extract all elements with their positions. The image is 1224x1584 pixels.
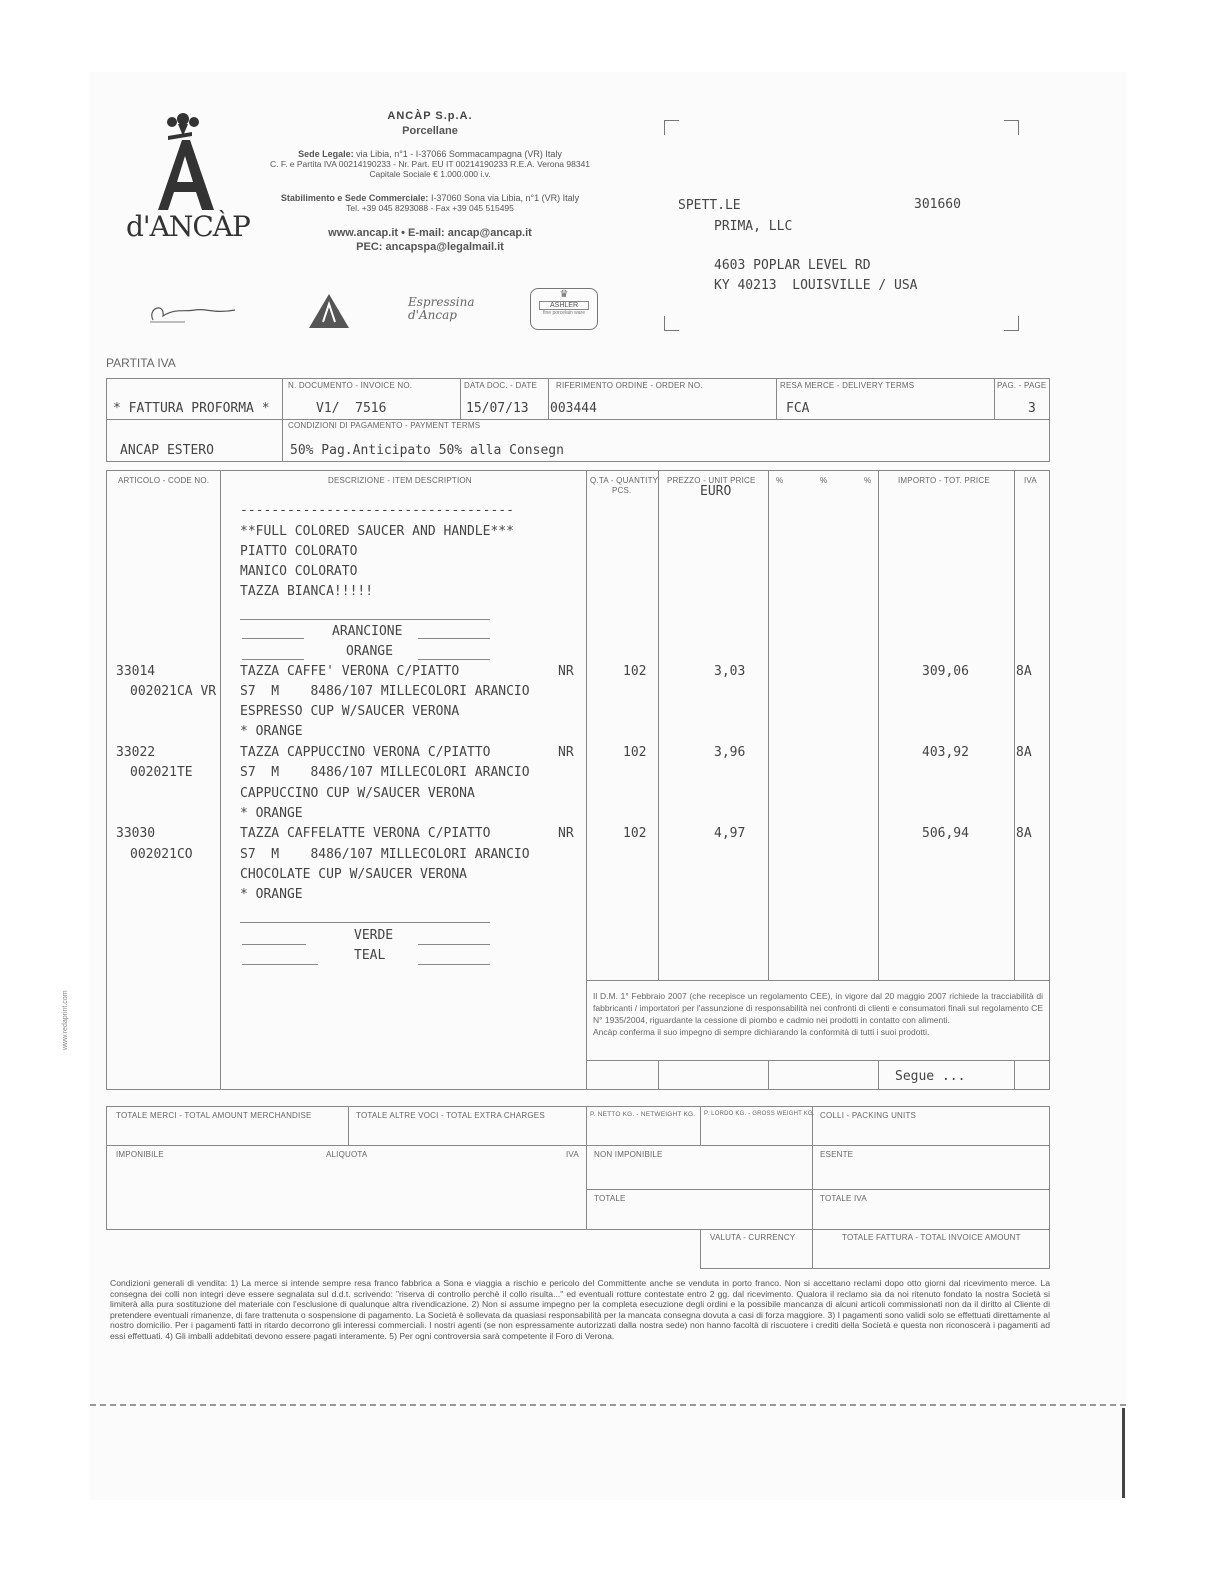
side-print: www.redaprint.com xyxy=(62,990,69,1050)
recipient-name: PRIMA, LLC xyxy=(714,219,793,234)
recipient-address2: KY 40213 LOUISVILLE / USA xyxy=(714,278,918,293)
section-rule xyxy=(418,659,490,660)
intro-line: ----------------------------------- xyxy=(240,503,514,518)
stabilimento xyxy=(230,193,630,203)
sale-conditions: Condizioni generali di vendita: 1) La merce si intende sempre resa franco fabbrica a Sona e viaggia a rischio e pericolo del Committente anche se venduta in porto franco. Non si accettano reclami dopo otto giorni dal ricevimento merce. La consegna dei colli non integri deve essere segnalata sul d.d.t. scrivendo: "riserva di controllo perchè il collo risulta..." ed eventuali rotture contestate entro 2 gg. dal ricevimento. Qualora il reclamo sia da noi ritenuto fondato la nostra Società si limiterà alla pura sostituzione del materiale con l'esclusione di qualunque altra rivendicazione. 2) Non si assume impegno per la completa esecuzione degli ordini e la possibile mancanza di alcuni articoli commissionati non da il diritto al Cliente di pretendere eventuali rimanenze, di fare trattenuta o sospensione di pagamento. La Società è sollevata da quasiasi responsabilità per la mancata consegna dovuta a casi di forza maggiore. 3) I pagamenti sono validi solo se effettuati direttamente al nostro domicilio. Per i pagamenti fatti in ritardo decorrono gli interessi commerciali. I nostri agenti (se non espressamente autorizzati dalla nostra sede) non hanno facoltà di riscuotere i crediti della Società e questa non riconoscerà i pagamenti ad essi effettuati. 4) Gli imballi addebitati devono essere pagati interamente. 5) Per ogni controversia sarà competente il Foro di Verona. xyxy=(110,1278,1050,1341)
item-line: S7 M 8486/107 MILLECOLORI ARANCIO xyxy=(240,684,530,699)
item-line: * ORANGE xyxy=(240,806,303,821)
totale-iva-label: TOTALE IVA xyxy=(820,1194,867,1203)
col-qty-header: Q.TA - QUANTITY xyxy=(590,476,659,485)
item-line: CAPPUCCINO CUP W/SAUCER VERONA xyxy=(240,786,475,801)
page-label: PAG. - PAGE xyxy=(997,381,1047,390)
section-rule xyxy=(242,659,304,660)
item-iva: 8A xyxy=(1016,826,1032,841)
item-code: 33014 xyxy=(116,664,156,679)
item-line: S7 M 8486/107 MILLECOLORI ARANCIO xyxy=(240,765,530,780)
aliquota-label: ALIQUOTA xyxy=(326,1150,368,1159)
sede-legale xyxy=(230,149,630,159)
intro-line: MANICO COLORATO xyxy=(240,564,358,579)
notice-text: Il D.M. 1° Febbraio 2007 (che recepisce un regolamento CEE), in vigore dal 20 maggio 2007 richiede la tracciabilità di fabbricanti / importatori per l'assunzione di responsabilità nei confronti di clienti e consumatori finali sul regolamento CE N° 1935/2004, riguardante la cessione di piombo e cadmio nei prodotti in contatto con alimenti. xyxy=(593,991,1043,1025)
ashler-brand xyxy=(530,288,598,330)
item-line: ESPRESSO CUP W/SAUCER VERONA xyxy=(240,704,460,719)
col-pct2: % xyxy=(820,476,828,485)
company-header xyxy=(230,110,630,253)
intro-line: TAZZA BIANCA!!!!! xyxy=(240,584,374,599)
section-rule xyxy=(418,964,490,965)
payment-terms: 50% Pag.Anticipato 50% alla Consegn xyxy=(290,443,564,458)
tel-fax: Tel. +39 045 8293088 - Fax +39 045 515495 xyxy=(346,203,514,213)
section-rule xyxy=(240,922,490,923)
header-table xyxy=(106,378,1050,462)
col-qty-sub: PCS. xyxy=(612,486,632,495)
crown-icon: ♛ xyxy=(559,289,569,300)
page-number: 3 xyxy=(1028,401,1036,416)
col-pct3: % xyxy=(864,476,872,485)
totals-table xyxy=(106,1106,1050,1230)
section-rule xyxy=(242,638,304,639)
item-total: 506,94 xyxy=(922,826,969,841)
corner-mark xyxy=(1004,316,1019,331)
perforation-line xyxy=(90,1404,1126,1406)
totale-label: TOTALE xyxy=(594,1194,626,1203)
recipient-code: 301660 xyxy=(914,197,961,212)
col-pct1: % xyxy=(776,476,784,485)
item-code2: 002021CO xyxy=(130,847,193,862)
section2-it: VERDE xyxy=(354,928,394,943)
item-line: TAZZA CAFFELATTE VERONA C/PIATTO xyxy=(240,826,491,841)
intro-line: PIATTO COLORATO xyxy=(240,544,358,559)
pec-email[interactable]: PEC: ancapspa@legalmail.it xyxy=(356,241,504,253)
total-merchandise-label: TOTALE MERCI - TOTAL AMOUNT MERCHANDISE xyxy=(116,1111,312,1120)
item-code: 33030 xyxy=(116,826,156,841)
ashler-name: ASHLER xyxy=(539,301,589,310)
esente-label: ESENTE xyxy=(820,1150,854,1159)
item-line: CHOCOLATE CUP W/SAUCER VERONA xyxy=(240,867,467,882)
web-email[interactable]: www.ancap.it • E-mail: ancap@ancap.it xyxy=(328,227,532,239)
item-line: * ORANGE xyxy=(240,724,303,739)
capitale-sociale: Capitale Sociale € 1.000.000 i.v. xyxy=(369,169,491,179)
item-price: 3,03 xyxy=(714,664,746,679)
partita-iva-label: PARTITA IVA xyxy=(106,356,176,370)
delivery-terms: FCA xyxy=(786,401,810,416)
section-rule xyxy=(240,619,490,620)
iva-label: IVA xyxy=(566,1150,579,1159)
totale-fattura-label: TOTALE FATTURA - TOTAL INVOICE AMOUNT xyxy=(842,1233,1021,1242)
item-code2: 002021TE xyxy=(130,765,193,780)
section-rule xyxy=(242,944,306,945)
regulation-notice xyxy=(593,990,1043,1038)
delivery-label: RESA MERCE - DELIVERY TERMS xyxy=(780,381,915,390)
item-code: 33022 xyxy=(116,745,156,760)
corner-mark xyxy=(664,120,679,135)
packing-label: COLLI - PACKING UNITS xyxy=(820,1111,917,1120)
section2-en: TEAL xyxy=(354,948,386,963)
legione-icon xyxy=(305,290,355,332)
item-price: 4,97 xyxy=(714,826,746,841)
gross-weight-label: P. LORDO KG. - GROSS WEIGHT KG. xyxy=(704,1111,815,1117)
non-imponibile-label: NON IMPONIBILE xyxy=(594,1150,663,1159)
item-qty: 102 xyxy=(623,826,647,841)
stab-text: I-37060 Sona via Libia, n°1 (VR) Italy xyxy=(430,193,580,203)
item-iva: 8A xyxy=(1016,664,1032,679)
date-label: DATA DOC. - DATE xyxy=(464,381,537,390)
espressina-brand: Espressina d'Ancap xyxy=(408,295,475,322)
corner-mark xyxy=(664,316,679,331)
valuta-label: VALUTA - CURRENCY xyxy=(710,1233,796,1242)
doc-number: V1/ 7516 xyxy=(316,401,387,416)
customer-name: ANCAP ESTERO xyxy=(120,443,214,458)
imponibile-label: IMPONIBILE xyxy=(116,1150,164,1159)
order-label: RIFERIMENTO ORDINE - ORDER NO. xyxy=(556,381,703,390)
paper-edge xyxy=(1122,1408,1125,1498)
corner-mark xyxy=(1004,120,1019,135)
stab-label: Stabilimento e Sede Commerciale: xyxy=(280,193,429,203)
section1-it: ARANCIONE xyxy=(332,624,403,639)
item-qty: 102 xyxy=(623,664,647,679)
item-line: S7 M 8486/107 MILLECOLORI ARANCIO xyxy=(240,847,530,862)
legione-logo xyxy=(305,290,355,337)
section-rule xyxy=(418,944,490,945)
item-iva: 8A xyxy=(1016,745,1032,760)
section1-en: ORANGE xyxy=(346,644,393,659)
item-code2: 002021CA VR xyxy=(130,684,217,699)
net-weight-label: P. NETTO KG. - NETWEIGHT KG. xyxy=(590,1111,696,1118)
company-subtitle: Porcellane xyxy=(402,125,458,137)
item-line: * ORANGE xyxy=(240,887,303,902)
col-desc-header: DESCRIZIONE - ITEM DESCRIPTION xyxy=(328,476,472,485)
col-price-header: PREZZO - UNIT PRICE xyxy=(667,476,756,485)
sede-text: via Libia, n°1 - I-37066 Sommacampagna (VR) Italy xyxy=(356,149,562,159)
section-rule xyxy=(418,638,490,639)
continues-label: Segue ... xyxy=(895,1069,966,1084)
ashler-sub: fine porcelain ware xyxy=(543,310,585,316)
order-number: 003444 xyxy=(550,401,597,416)
item-price: 3,96 xyxy=(714,745,746,760)
item-unit: NR xyxy=(558,745,574,760)
col-iva-header: IVA xyxy=(1024,476,1037,485)
item-unit: NR xyxy=(558,664,574,679)
item-line: TAZZA CAFFE' VERONA C/PIATTO xyxy=(240,664,460,679)
item-total: 309,06 xyxy=(922,664,969,679)
doc-date: 15/07/13 xyxy=(466,401,529,416)
item-line: TAZZA CAPPUCCINO VERONA C/PIATTO xyxy=(240,745,491,760)
cf-line: C. F. e Partita IVA 00214190233 - Nr. Part. EU IT 00214190233 R.E.A. Verona 98341 xyxy=(269,159,591,169)
logo-wordmark: d'ANCÀP xyxy=(126,210,250,243)
recipient-address1: 4603 POPLAR LEVEL RD xyxy=(714,258,871,273)
total-extra-label: TOTALE ALTRE VOCI - TOTAL EXTRA CHARGES xyxy=(356,1111,545,1120)
section-rule xyxy=(242,964,318,965)
col-total-header: IMPORTO - TOT. PRICE xyxy=(898,476,990,485)
recipient-label: SPETT.LE xyxy=(678,198,741,213)
item-qty: 102 xyxy=(623,745,647,760)
doc-no-label: N. DOCUMENTO - INVOICE NO. xyxy=(288,381,413,390)
item-unit: NR xyxy=(558,826,574,841)
sede-label: Sede Legale: xyxy=(298,149,354,159)
signature-icon xyxy=(145,298,245,328)
notice-text2: Ancàp conferma il suo impegno di sempre dichiarando la conformità di tutti i suoi prodotti. xyxy=(593,1027,930,1037)
col-currency: EURO xyxy=(700,484,732,499)
intro-line: **FULL COLORED SAUCER AND HANDLE*** xyxy=(240,524,514,539)
signature-mark xyxy=(145,298,245,333)
doc-type: * FATTURA PROFORMA * xyxy=(113,401,270,416)
payment-label: CONDIZIONI DI PAGAMENTO - PAYMENT TERMS xyxy=(288,421,481,430)
col-code-header: ARTICOLO - CODE NO. xyxy=(118,476,210,485)
company-name: ANCÀP S.p.A. xyxy=(387,110,473,122)
item-total: 403,92 xyxy=(922,745,969,760)
